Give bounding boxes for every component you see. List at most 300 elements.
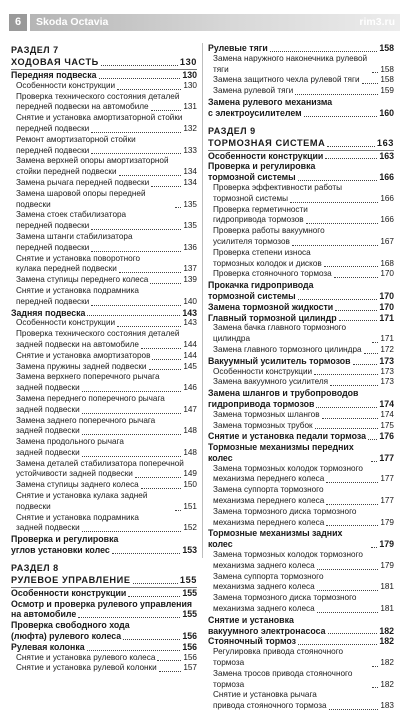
toc-entry-title: Особенности конструкции: [11, 587, 127, 598]
dot-leader: [335, 310, 377, 311]
toc-entry-title: Проверка степени износа: [213, 247, 311, 257]
toc-entry-page: 131: [183, 102, 197, 112]
dot-leader: [91, 229, 181, 230]
toc-entry-page: 171: [380, 334, 394, 344]
dot-leader: [151, 110, 182, 111]
dot-leader: [298, 180, 378, 181]
toc-entry-title: Снятие и установка рулевой колонки: [16, 663, 157, 673]
toc-entry-page: 170: [379, 290, 394, 301]
toc-entry-title: Особенности конструкции: [208, 150, 324, 161]
toc-entry-page: 174: [380, 409, 394, 419]
dot-leader: [362, 83, 379, 84]
dot-leader: [128, 596, 180, 597]
toc-entry-page: 158: [380, 75, 394, 85]
dot-leader: [159, 671, 182, 672]
site-url: rim3.ru: [359, 16, 395, 28]
toc-entry-page: 158: [380, 64, 394, 74]
toc-entry-title: Снятие и установка амортизаторной стойки: [16, 113, 183, 123]
toc-entry-page: 135: [183, 199, 197, 209]
dot-leader: [368, 439, 377, 440]
toc-entry-title: Замена тормозного диска тормозного: [213, 506, 357, 516]
section-label: РАЗДЕЛ 7: [11, 45, 59, 55]
toc-entry-title: Проверка эффективности работы: [213, 182, 343, 192]
toc-entry-title: Замена тормозного диска тормозного: [213, 593, 357, 603]
toc-entry-title: Проверка технического состояния деталей: [16, 329, 180, 339]
toc-entry: [208, 172, 394, 183]
dot-leader: [91, 153, 181, 154]
toc-entry: [208, 626, 394, 637]
toc-entry-page: 145: [183, 361, 197, 371]
toc-entry-page: 174: [379, 398, 394, 409]
toc-entry: [208, 215, 394, 226]
toc-entry: [208, 669, 394, 691]
toc-entry-title: Снятие и установка амортизаторов: [16, 350, 151, 360]
toc-entry-title: на автомобиле: [11, 609, 77, 620]
section-label: РАЗДЕЛ 9: [208, 125, 256, 136]
toc-entry: [208, 151, 394, 162]
toc-entry: [208, 496, 394, 507]
toc-left-column: [11, 43, 197, 674]
toc-entry-title: Проверка технического состояния деталей: [16, 91, 180, 101]
toc-entry: [11, 448, 197, 459]
toc-entry-title: передней подвески: [16, 145, 90, 155]
dot-leader: [78, 617, 180, 618]
toc-entry-page: 156: [182, 641, 197, 652]
toc-entry-title: Замена заднего поперечного рычага: [16, 415, 156, 425]
dot-leader: [314, 374, 378, 375]
toc-entry-page: 182: [380, 679, 394, 689]
section-title: ХОДОВАЯ ЧАСТЬ 130: [11, 57, 197, 67]
toc-entry-page: 158: [379, 43, 394, 53]
toc-entry-title: Замена вакуумного усилителя: [213, 377, 329, 387]
dot-leader: [175, 207, 181, 208]
toc-entry-title: Замена штанги стабилизатора: [16, 231, 133, 241]
toc-entry-title: тормозной системы: [213, 193, 289, 203]
toc-entry-title: передней подвески на автомобиле: [16, 102, 149, 112]
toc-entry-title: гидропривода тормозов: [208, 398, 315, 409]
toc-entry-title: Замена рулевого механизма: [208, 96, 333, 107]
toc-entry-page: 130: [183, 80, 197, 90]
toc-entry: [11, 146, 197, 157]
toc-entry: [11, 308, 197, 319]
toc-entry-title: вакуумного электронасоса: [208, 625, 326, 636]
toc-entry: [208, 528, 394, 550]
toc-entry: [208, 561, 394, 572]
toc-entry-title: Рулевая колонка: [11, 641, 85, 652]
toc-entry-page: 150: [183, 480, 197, 490]
toc-entry-page: 183: [380, 701, 394, 711]
toc-entry-page: 182: [379, 625, 394, 636]
toc-entry: [11, 264, 197, 275]
dot-leader: [290, 202, 378, 203]
toc-entry-title: передней подвески: [16, 296, 90, 306]
toc-entry-page: 181: [380, 582, 394, 592]
dot-leader: [270, 51, 378, 52]
dot-leader: [334, 277, 379, 278]
toc-entry-title: Особенности конструкции: [16, 318, 116, 328]
toc-entry: [11, 545, 197, 556]
toc-entry: [208, 410, 394, 421]
dot-leader: [298, 299, 378, 300]
toc-list: [11, 588, 197, 674]
toc-entry-title: Замена суппорта тормозного: [213, 485, 324, 495]
toc-entry-page: 144: [183, 350, 197, 360]
toc-entry-title: устойчивости задней подвески: [16, 469, 133, 479]
dot-leader: [151, 186, 181, 187]
toc-entry: [11, 426, 197, 437]
toc-entry-page: 144: [183, 339, 197, 349]
toc-entry-page: 156: [183, 652, 197, 662]
toc-entry: [208, 75, 394, 86]
dot-leader: [150, 283, 181, 284]
toc-entry: [208, 345, 394, 356]
toc-entry-title: задней подвески: [16, 404, 80, 414]
toc-entry-title: Стояночный тормоз: [208, 636, 297, 647]
toc-list: [208, 43, 394, 119]
toc-entry-title: Замена рычага передней подвески: [16, 177, 150, 187]
toc-entry-page: 146: [183, 383, 197, 393]
toc-entry-title: кулака передней подвески: [16, 264, 117, 274]
dot-leader: [175, 510, 181, 511]
toc-entry-title: Проверка и регулировка: [208, 161, 316, 172]
toc-entry: [208, 237, 394, 248]
toc-entry-title: Ремонт амортизаторной стойки: [16, 134, 136, 144]
toc-entry-title: Замена защитного чехла рулевой тяги: [213, 75, 360, 85]
toc-entry-title: Особенности конструкции: [213, 366, 313, 376]
toc-entry-page: 148: [183, 426, 197, 436]
toc-entry-page: 152: [183, 523, 197, 533]
dot-leader: [91, 132, 181, 133]
toc-entry-page: 166: [379, 172, 394, 183]
toc-entry-page: 176: [379, 431, 394, 442]
toc-entry: [11, 275, 197, 286]
toc-entry-page: 157: [183, 663, 197, 673]
toc-entry-page: 133: [183, 145, 197, 155]
toc-entry-title: Проверка герметичности: [213, 204, 308, 214]
column-divider: [202, 43, 203, 558]
toc-entry-page: 134: [183, 167, 197, 177]
toc-entry: [208, 367, 394, 378]
dot-leader: [304, 116, 378, 117]
toc-entry-page: 171: [379, 312, 394, 323]
toc-entry-title: Рулевые тяги: [208, 43, 268, 53]
toc-entry-title: Замена продольного рычага: [16, 437, 124, 447]
dot-leader: [149, 369, 182, 370]
dot-leader: [123, 639, 180, 640]
toc-entry: [11, 663, 197, 674]
toc-entry: [11, 491, 197, 513]
toc-entry-title: механизма заднего колеса: [213, 582, 315, 592]
toc-entry-title: с электроусилителем: [208, 107, 302, 118]
toc-entry-page: 163: [379, 150, 394, 161]
toc-entry-page: 177: [379, 452, 394, 463]
toc-entry-page: 182: [379, 636, 394, 647]
dot-leader: [315, 428, 379, 429]
toc-entry-page: 148: [183, 447, 197, 457]
toc-entry-title: Снятие и установка рулевого колеса: [16, 652, 156, 662]
dot-leader: [87, 650, 181, 651]
toc-entry-title: тормозной системы: [208, 172, 296, 183]
toc-entry: [208, 636, 394, 647]
toc-entry-title: Замена шлангов и трубопроводов: [208, 388, 359, 399]
toc-entry: [208, 442, 394, 464]
toc-entry-title: Замена верхней опоры амортизаторной: [16, 156, 169, 166]
toc-entry-page: 156: [182, 631, 197, 642]
dot-leader: [112, 553, 181, 554]
toc-entry-title: Снятие и установка подрамника: [16, 512, 139, 522]
toc-entry: [11, 351, 197, 362]
toc-entry: [208, 604, 394, 615]
dot-leader: [292, 245, 378, 246]
toc-entry-title: Замена рулевой тяги: [213, 86, 294, 96]
toc-entry-page: 179: [380, 560, 394, 570]
toc-entry-title: Замена переднего поперечного рычага: [16, 393, 165, 403]
dot-leader: [295, 94, 378, 95]
toc-entry-title: Прокачка гидропривода: [208, 280, 314, 291]
toc-entry-page: 179: [379, 539, 394, 550]
toc-entry-title: привода стояночного тормоза: [213, 701, 327, 711]
toc-entry-title: задней подвески: [16, 447, 80, 457]
toc-right-column: [208, 43, 394, 712]
toc-entry: [11, 405, 197, 416]
dot-leader: [328, 633, 378, 634]
toc-entry-page: 167: [380, 236, 394, 246]
toc-entry-page: 151: [183, 501, 197, 511]
toc-entry-title: Снятие и установка педали тормоза: [208, 431, 367, 442]
dot-leader: [82, 531, 182, 532]
toc-entry: [208, 269, 394, 280]
toc-entry: [11, 383, 197, 394]
toc-entry-title: Тормозные механизмы задних колес: [208, 528, 343, 550]
toc-entry-title: (люфта) рулевого колеса: [11, 631, 122, 642]
toc-entry: [11, 243, 197, 254]
dot-leader: [330, 385, 378, 386]
page-header: [0, 0, 409, 36]
toc-entry-page: 170: [380, 269, 394, 279]
toc-entry: [208, 323, 394, 345]
toc-entry-title: Замена ступицы переднего колеса: [16, 275, 149, 285]
toc-entry-page: 177: [380, 496, 394, 506]
toc-entry-title: углов установки колес: [11, 545, 110, 556]
toc-entry-title: механизма заднего колеса: [213, 604, 315, 614]
toc-entry: [208, 421, 394, 432]
toc-entry: [208, 313, 394, 324]
toc-entry: [208, 43, 394, 54]
toc-entry-page: 137: [183, 264, 197, 274]
toc-entry-title: передней подвески: [16, 221, 90, 231]
dot-leader: [317, 590, 379, 591]
toc-entry: [11, 631, 197, 642]
toc-entry-title: задней подвески: [16, 523, 80, 533]
toc-entry: [208, 647, 394, 669]
toc-entry: [208, 582, 394, 593]
dot-leader: [141, 488, 182, 489]
toc-entry-title: Осмотр и проверка рулевого управления: [11, 598, 193, 609]
toc-entry-page: 159: [380, 86, 394, 96]
dot-leader: [87, 315, 180, 316]
toc-entry: [208, 377, 394, 388]
toc-entry-page: 173: [380, 366, 394, 376]
toc-entry-title: Вакуумный усилитель тормозов: [208, 355, 351, 366]
toc-entry-page: 181: [380, 604, 394, 614]
toc-entry-title: Проверка стояночного тормоза: [213, 269, 332, 279]
toc-list: [11, 70, 197, 556]
toc-entry-title: Замена тормозной жидкости: [208, 301, 334, 312]
toc-entry-page: 155: [182, 609, 197, 620]
dot-leader: [82, 413, 182, 414]
toc-entry-title: Проверка и регулировка: [11, 534, 119, 545]
page-number: 6: [9, 14, 27, 31]
toc-entry-title: Замена верхнего поперечного рычага: [16, 372, 160, 382]
section-label: РАЗДЕЛ 8: [11, 562, 59, 573]
toc-entry: [208, 518, 394, 529]
toc-entry: [11, 609, 197, 620]
toc-entry-title: Тормозные механизмы передних колес: [208, 442, 354, 463]
toc-entry: [208, 302, 394, 313]
toc-entry-title: Замена главного тормозного цилиндра: [213, 344, 362, 354]
dot-leader: [135, 477, 181, 478]
toc-entry: [208, 356, 394, 367]
dot-leader: [364, 353, 379, 354]
toc-entry-page: 153: [182, 545, 197, 556]
toc-entry-page: 179: [380, 517, 394, 527]
toc-entry: [208, 259, 394, 270]
toc-entry-page: 143: [183, 318, 197, 328]
toc-entry-title: тормозной системы: [208, 290, 296, 301]
toc-entry-page: 139: [183, 275, 197, 285]
dot-leader: [117, 89, 181, 90]
toc-entry-page: 155: [182, 587, 197, 598]
toc-entry-page: 140: [183, 296, 197, 306]
dot-leader: [117, 326, 181, 327]
toc-entry: [11, 102, 197, 113]
toc-entry-title: тормозных колодок и дисков: [213, 258, 322, 268]
toc-entry-title: Задняя подвеска: [11, 307, 86, 318]
toc-entry: [208, 194, 394, 205]
dot-leader: [306, 223, 379, 224]
dot-leader: [371, 461, 377, 462]
dot-leader: [317, 612, 379, 613]
toc-entry: [208, 399, 394, 410]
toc-entry-title: Замена тормозных шлангов: [213, 409, 320, 419]
dot-leader: [316, 407, 377, 408]
toc-entry-page: 166: [380, 193, 394, 203]
toc-entry-page: 135: [183, 221, 197, 231]
section-title: ТОРМОЗНАЯ СИСТЕМА 163: [208, 137, 394, 148]
toc-entry: [11, 642, 197, 653]
toc-entry-title: Замена шаровой опоры передней подвески: [16, 188, 146, 209]
toc-entry-title: Главный тормозной цилиндр: [208, 312, 337, 323]
toc-entry: [11, 297, 197, 308]
toc-entry-page: 177: [380, 474, 394, 484]
toc-entry: [208, 701, 394, 712]
toc-entry-title: Передняя подвеска: [11, 70, 97, 80]
toc-entry-title: Замена наружного наконечника рулевой тяги: [213, 53, 368, 74]
dot-leader: [371, 547, 377, 548]
dot-leader: [152, 359, 181, 360]
dot-leader: [372, 342, 378, 343]
toc-entry-title: механизма заднего колеса: [213, 560, 315, 570]
toc-list: [208, 151, 394, 712]
toc-entry-title: усилителя тормозов: [213, 236, 290, 246]
dot-leader: [353, 364, 378, 365]
toc-entry-title: Особенности конструкции: [16, 80, 116, 90]
toc-entry-page: 173: [379, 355, 394, 366]
toc-entry-title: задней подвески на автомобиле: [16, 339, 139, 349]
toc-entry-title: задней подвески: [16, 426, 80, 436]
toc-entry-page: 175: [380, 420, 394, 430]
toc-entry: [11, 480, 197, 491]
dot-leader: [82, 456, 182, 457]
toc-entry-title: Замена тормозных колодок тормозного: [213, 550, 363, 560]
toc-entry-title: Снятие и установка поворотного: [16, 253, 141, 263]
toc-entry-title: Замена деталей стабилизатора поперечной: [16, 458, 184, 468]
dot-leader: [324, 266, 379, 267]
dot-leader: [372, 687, 378, 688]
dot-leader: [325, 158, 377, 159]
toc-entry-title: гидропривода тормозов: [213, 215, 304, 225]
dot-leader: [317, 569, 379, 570]
dot-leader: [157, 660, 181, 661]
toc-entry-title: передней подвески: [16, 242, 90, 252]
section-title: РУЛЕВОЕ УПРАВЛЕНИЕ 155: [11, 574, 197, 585]
toc-entry-title: Снятие и установка подрамника: [16, 285, 139, 295]
toc-entry-title: Замена стоек стабилизатора: [16, 210, 127, 220]
dot-leader: [326, 482, 378, 483]
dot-leader: [91, 251, 181, 252]
toc-entry: [208, 291, 394, 302]
dot-leader: [326, 504, 378, 505]
toc-entry-page: 130: [182, 70, 197, 80]
toc-entry-title: механизма переднего колеса: [213, 517, 325, 527]
dot-leader: [329, 709, 379, 710]
toc-entry-page: 173: [380, 377, 394, 387]
toc-entry: [11, 178, 197, 189]
toc-entry-title: Снятие и установка: [208, 614, 294, 625]
toc-entry-page: 143: [182, 307, 197, 318]
toc-entry: [208, 474, 394, 485]
toc-entry-page: 168: [380, 258, 394, 268]
dot-leader: [298, 644, 377, 645]
toc-entry: [208, 431, 394, 442]
dot-leader: [119, 175, 182, 176]
toc-entry-title: Проверка работы вакуумного: [213, 226, 325, 236]
toc-entry-title: Регулировка привода стояночного тормоза: [213, 647, 344, 668]
toc-entry-page: 134: [183, 177, 197, 187]
dot-leader: [326, 525, 378, 526]
dot-leader: [141, 348, 181, 349]
dot-leader: [119, 272, 182, 273]
toc-entry-title: передней подвески: [16, 123, 90, 133]
toc-entry-title: Снятие и установка рычага: [213, 690, 317, 700]
toc-entry: [11, 523, 197, 534]
toc-entry: [208, 86, 394, 97]
toc-entry: [11, 653, 197, 664]
toc-entry: [11, 588, 197, 599]
dot-leader: [99, 78, 181, 79]
dot-leader: [82, 391, 182, 392]
toc-entry: [11, 189, 197, 211]
toc-entry-title: механизма переднего колеса: [213, 474, 325, 484]
toc-entry: [208, 108, 394, 119]
dot-leader: [322, 418, 379, 419]
toc-entry-title: Снятие и установка кулака задней подвески: [16, 491, 148, 511]
toc-entry-title: задней подвески: [16, 383, 80, 393]
toc-entry: [11, 167, 197, 178]
toc-entry-page: 166: [380, 215, 394, 225]
toc-entry-title: Замена тормозных колодок тормозного: [213, 463, 363, 473]
toc-entry: [11, 124, 197, 135]
